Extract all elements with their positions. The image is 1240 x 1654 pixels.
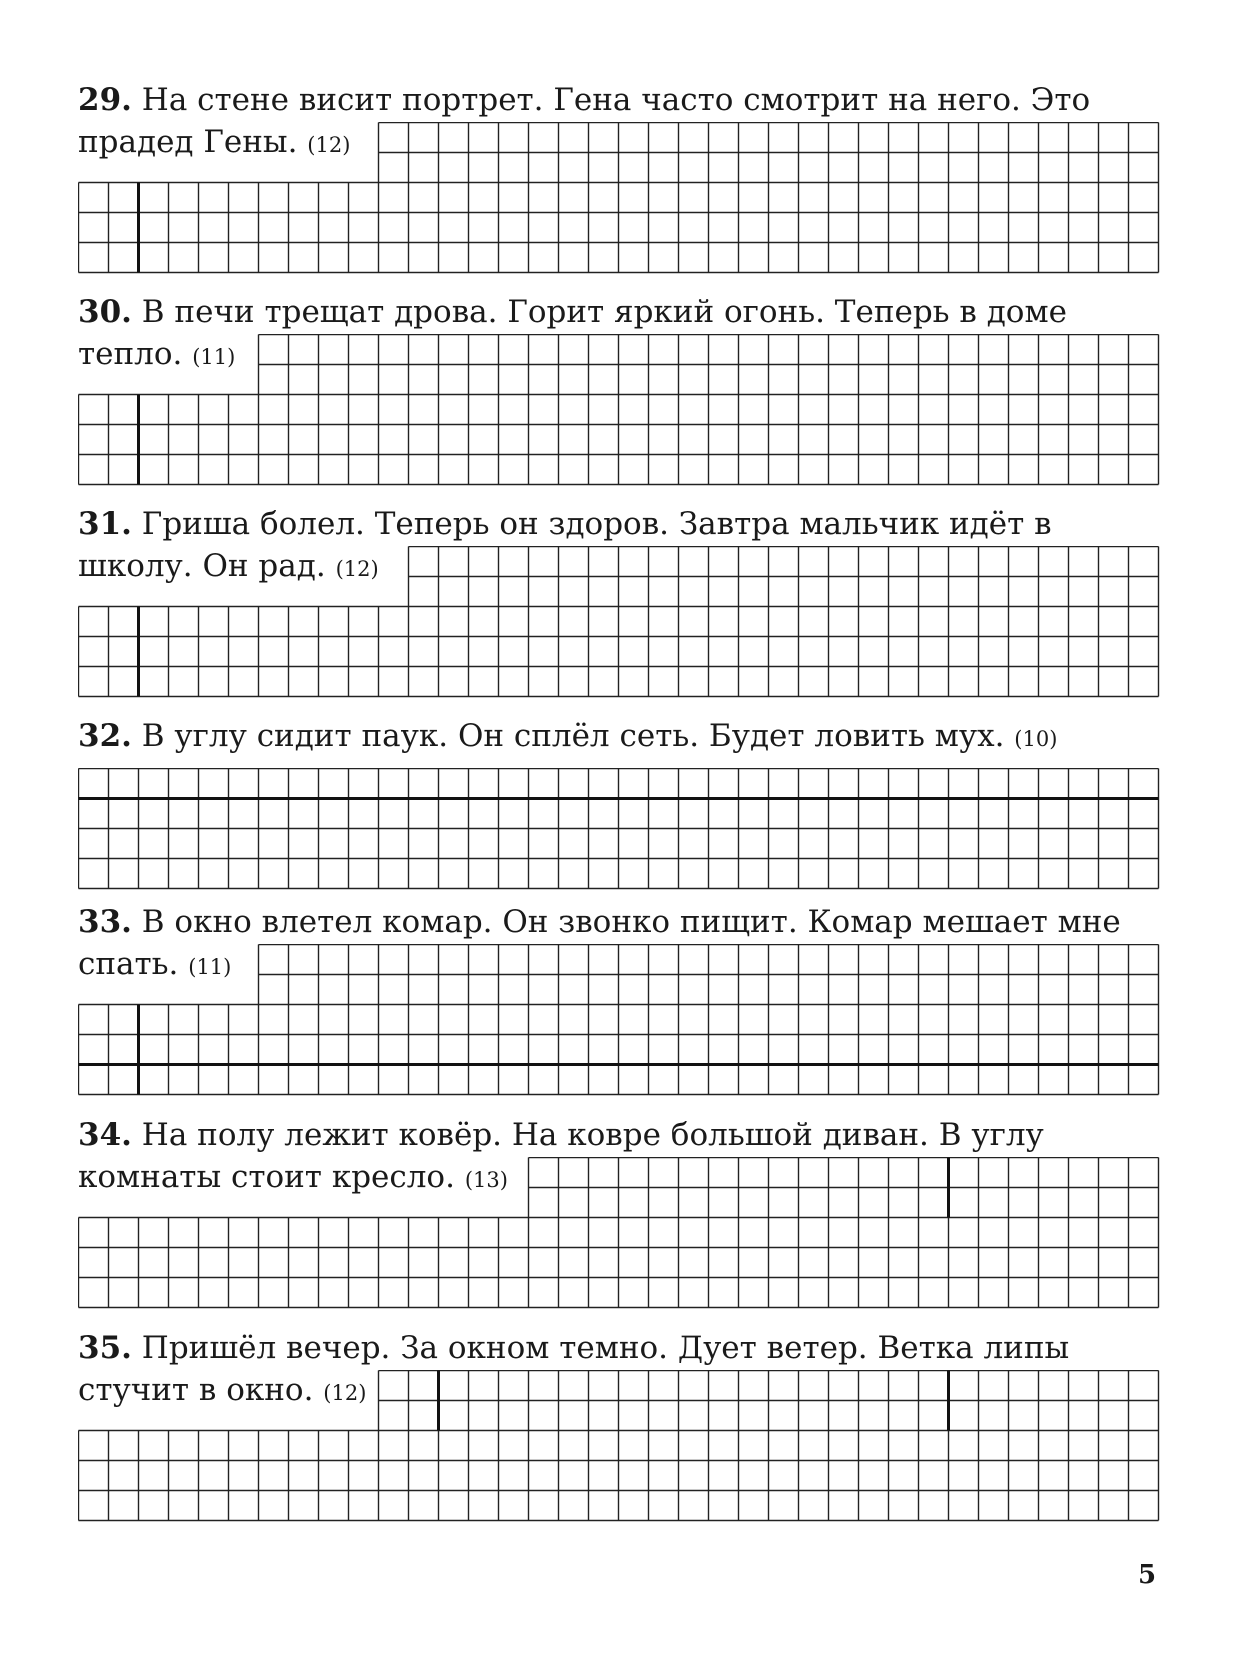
exercise-34-writing-grid[interactable]: [78, 1157, 1160, 1317]
exercise-35-line-1: [78, 1330, 1069, 1366]
exercise-35-number: 35.: [78, 1330, 132, 1366]
exercise-31-word-count: (12): [335, 557, 379, 581]
exercise-33-number: 33.: [78, 904, 132, 940]
exercise-34-number: 34.: [78, 1117, 132, 1153]
exercise-33-text-1: В окно влетел комар. Он звонко пищит. Комар мешает мне: [141, 904, 1121, 940]
exercise-31-number: 31.: [78, 506, 132, 542]
exercise-33-writing-grid[interactable]: [78, 944, 1160, 1104]
exercise-29-text-1: На стене висит портрет. Гена часто смотрит на него. Это: [141, 82, 1091, 118]
exercise-29-line-1: [78, 82, 1090, 118]
exercise-35-writing-grid[interactable]: [78, 1370, 1160, 1530]
exercise-29-writing-grid[interactable]: [78, 122, 1160, 282]
exercise-33-line-1: [78, 904, 1121, 940]
exercise-34-line-1: [78, 1117, 1044, 1153]
exercise-34-text-2: комнаты стоит кресло.: [78, 1159, 455, 1195]
page-number: 5: [1138, 1560, 1157, 1590]
exercise-30-word-count: (11): [192, 345, 236, 369]
exercise-35-word-count: (12): [323, 1381, 367, 1405]
exercise-32-writing-grid[interactable]: [78, 768, 1160, 898]
exercise-31-line-1: [78, 506, 1052, 542]
exercise-30-number: 30.: [78, 294, 132, 330]
exercise-32-number: 32.: [78, 718, 132, 754]
exercise-30-line-1: [78, 294, 1067, 330]
exercise-29-word-count: (12): [307, 133, 351, 157]
exercise-29-number: 29.: [78, 82, 132, 118]
exercise-30-writing-grid[interactable]: [78, 334, 1160, 494]
exercise-31-text-1: Гриша болел. Теперь он здоров. Завтра мальчик идёт в: [141, 506, 1052, 542]
exercise-34-word-count: (13): [464, 1168, 508, 1192]
exercise-33-word-count: (11): [188, 955, 232, 979]
exercise-32-line-1: [78, 718, 1057, 757]
exercise-31-text-2: школу. Он рад.: [78, 548, 326, 584]
exercise-34-text-1: На полу лежит ковёр. На ковре большой диван. В углу: [141, 1117, 1044, 1153]
exercise-32-word-count: (10): [1014, 727, 1058, 751]
exercise-32-text-1: В углу сидит паук. Он сплёл сеть. Будет ловить мух.: [141, 718, 1005, 754]
exercise-35-text-2: стучит в окно.: [78, 1372, 314, 1408]
exercise-31-writing-grid[interactable]: [78, 546, 1160, 706]
exercise-30-text-2: тепло.: [78, 336, 183, 372]
exercise-30-text-1: В печи трещат дрова. Горит яркий огонь. Теперь в доме: [141, 294, 1067, 330]
exercise-35-text-1: Пришёл вечер. За окном темно. Дует ветер. Ветка липы: [141, 1330, 1070, 1366]
exercise-29-text-2: прадед Гены.: [78, 124, 298, 160]
exercise-33-text-2: спать.: [78, 946, 179, 982]
